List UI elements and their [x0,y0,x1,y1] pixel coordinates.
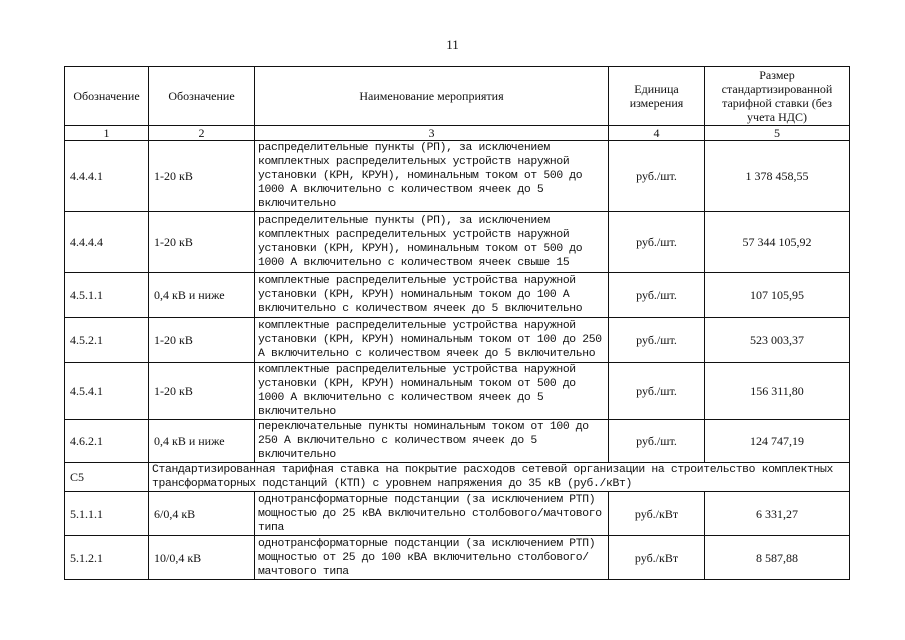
table-header-row [65,67,850,126]
row-voltage: 0,4 кВ и ниже [149,273,255,318]
table-row [65,318,850,363]
row-voltage: 0,4 кВ и ниже [149,420,255,463]
row-code: 5.1.2.1 [65,536,149,580]
row-voltage: 10/0,4 кВ [149,536,255,580]
row-code: 4.5.1.1 [65,273,149,318]
row-code: 4.4.4.1 [65,141,149,212]
row-rate: 156 311,80 [705,363,850,420]
row-voltage: 1-20 кВ [149,212,255,273]
row-code: 4.5.2.1 [65,318,149,363]
row-name: однотрансформаторные подстанции (за исключением РТП) мощностью до 25 кВА включительно столбового/мачтового типа [255,492,609,536]
row-name: распределительные пункты (РП), за исключением комплектных распределительных устройств наружной установки (КРН, КРУН), номинальным током от 500 до 1000 А включительно с количеством ячеек до 5 включительно [255,141,609,212]
column-number-row [65,126,850,141]
row-name: однотрансформаторные подстанции (за исключением РТП) мощностью от 25 до 100 кВА включительно столбового/мачтового типа [255,536,609,580]
section-code: C5 [65,463,149,492]
row-unit: руб./кВт [609,492,705,536]
table-row [65,212,850,273]
header-designation-2: Обозначение [149,67,255,126]
row-unit: руб./шт. [609,273,705,318]
column-number: 5 [705,126,850,141]
row-voltage: 1-20 кВ [149,363,255,420]
page-number: 11 [446,37,459,52]
tariff-table [64,66,850,580]
column-number: 3 [255,126,609,141]
row-rate: 6 331,27 [705,492,850,536]
table-row [65,273,850,318]
row-code: 5.1.1.1 [65,492,149,536]
table-row [65,420,850,463]
row-name: комплектные распределительные устройства наружной установки (КРН, КРУН) номинальным током до 100 А включительно с количеством ячеек до 5 включительно [255,273,609,318]
row-code: 4.4.4.4 [65,212,149,273]
row-code: 4.5.4.1 [65,363,149,420]
row-unit: руб./шт. [609,212,705,273]
row-unit: руб./кВт [609,536,705,580]
row-name: переключательные пункты номинальным током от 100 до 250 А включительно с количеством ячеек до 5 включительно [255,420,609,463]
section-title: Стандартизированная тарифная ставка на покрытие расходов сетевой организации на строительство комплектных трансформаторных подстанций (КТП) с уровнем напряжения до 35 кВ (руб./кВт) [149,463,850,492]
column-number: 1 [65,126,149,141]
row-rate: 523 003,37 [705,318,850,363]
header-unit: Единица измерения [609,67,705,126]
row-voltage: 1-20 кВ [149,141,255,212]
section-row [65,463,850,492]
row-voltage: 1-20 кВ [149,318,255,363]
row-unit: руб./шт. [609,318,705,363]
table-row [65,141,850,212]
row-name: комплектные распределительные устройства наружной установки (КРН, КРУН) номинальным током от 500 до 1000 А включительно с количеством ячеек до 5 включительно [255,363,609,420]
row-rate: 124 747,19 [705,420,850,463]
row-code: 4.6.2.1 [65,420,149,463]
header-measure-name: Наименование мероприятия [255,67,609,126]
row-name: комплектные распределительные устройства наружной установки (КРН, КРУН) номинальным током от 100 до 250 А включительно с количеством ячеек до 5 включительно [255,318,609,363]
row-voltage: 6/0,4 кВ [149,492,255,536]
header-rate: Размер стандартизированной тарифной ставки (без учета НДС) [705,67,850,126]
row-rate: 57 344 105,92 [705,212,850,273]
column-number: 4 [609,126,705,141]
table-row [65,536,850,580]
row-rate: 107 105,95 [705,273,850,318]
table-row [65,363,850,420]
row-rate: 1 378 458,55 [705,141,850,212]
column-number: 2 [149,126,255,141]
row-unit: руб./шт. [609,420,705,463]
row-unit: руб./шт. [609,363,705,420]
table-row [65,492,850,536]
row-unit: руб./шт. [609,141,705,212]
row-name: распределительные пункты (РП), за исключением комплектных распределительных устройств наружной установки (КРН, КРУН), номинальным током от 500 до 1000 А включительно с количеством ячеек свыше 15 [255,212,609,273]
row-rate: 8 587,88 [705,536,850,580]
header-designation-1: Обозначение [65,67,149,126]
